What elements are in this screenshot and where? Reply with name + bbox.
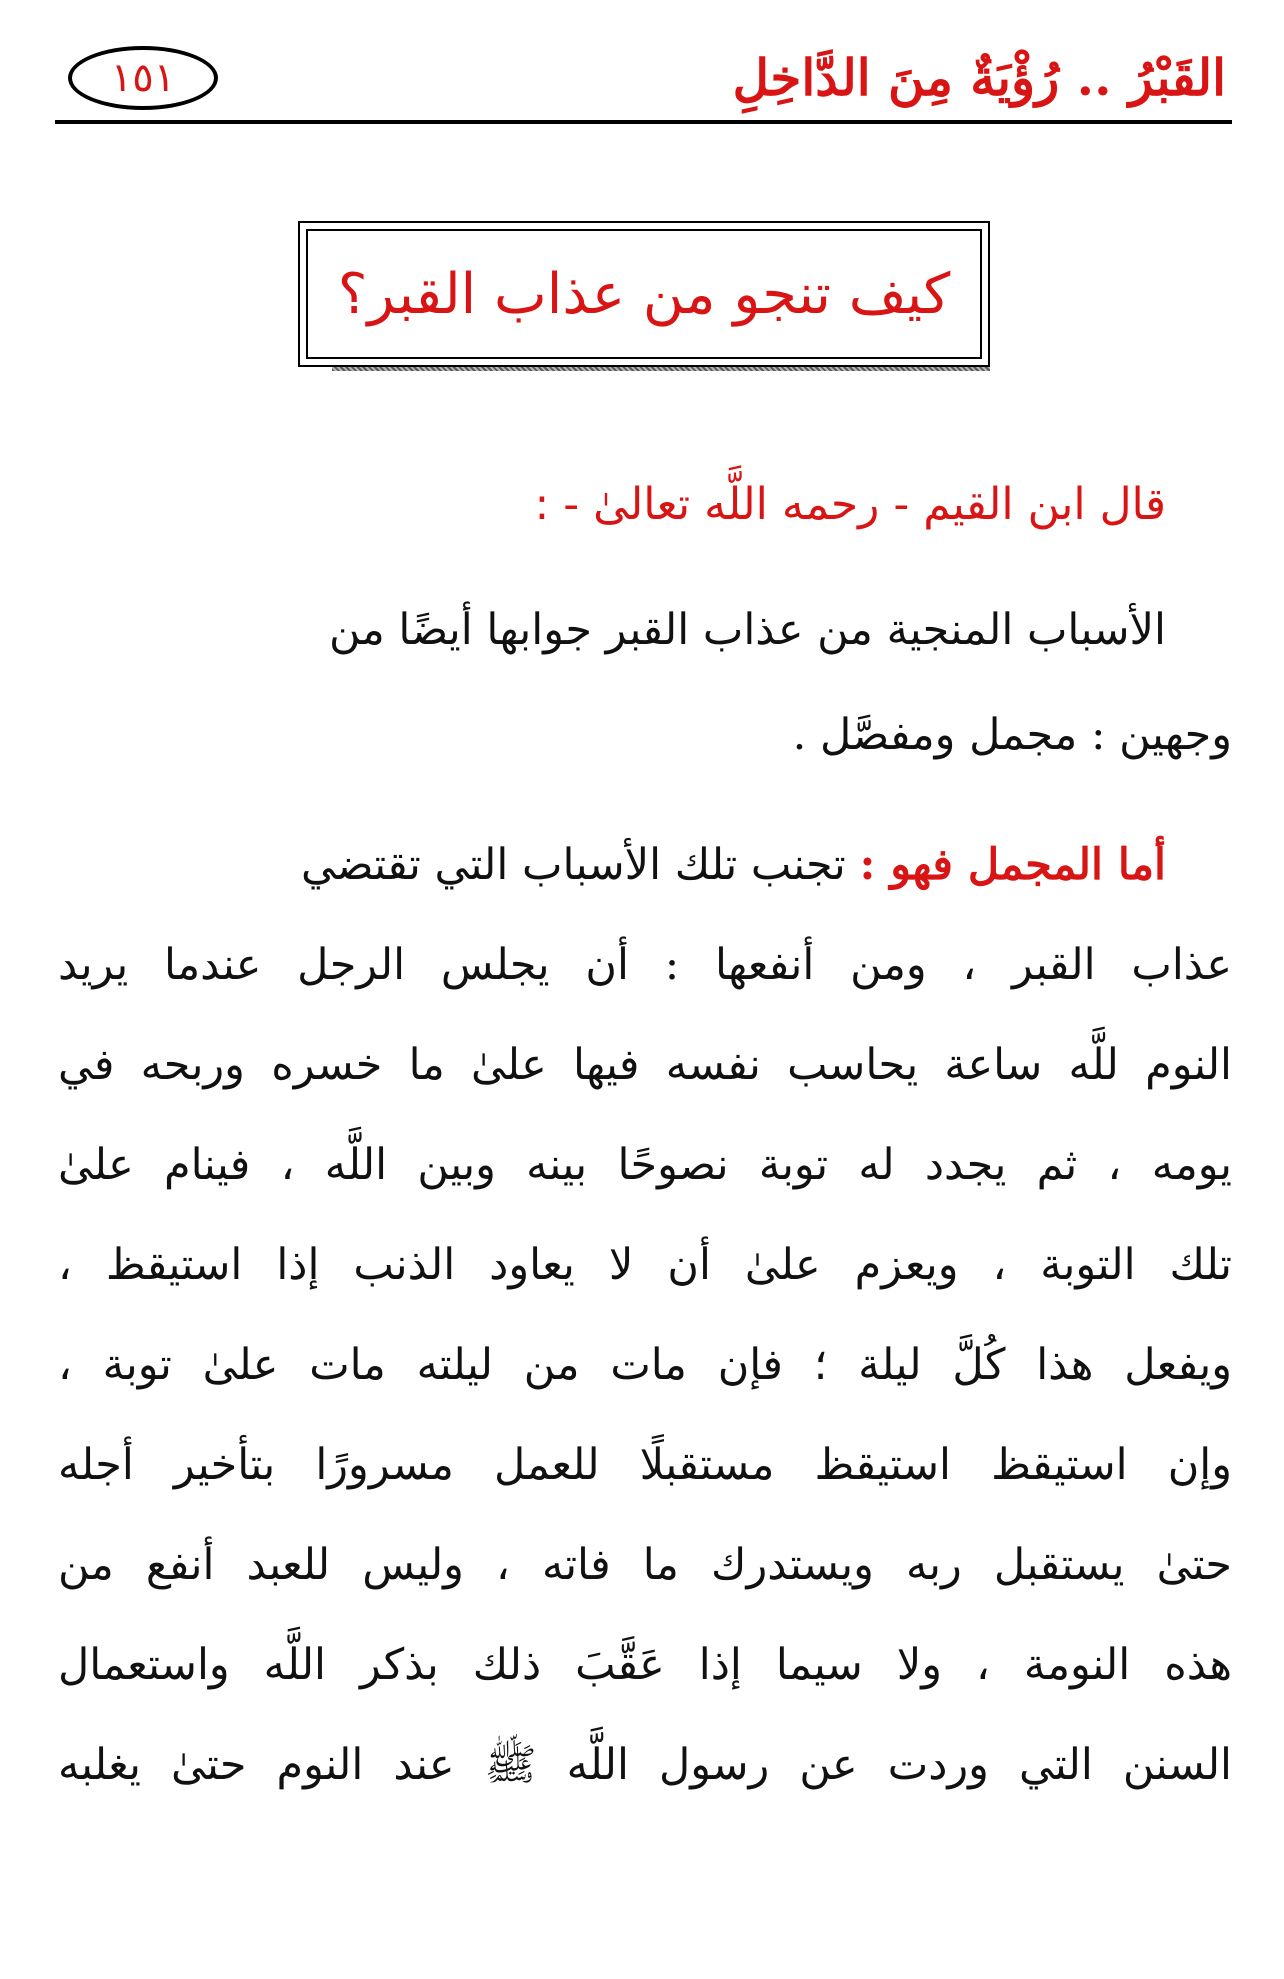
paragraph-line: عذاب القبر ، ومن أنفعها : أن يجلس الرجل عندما يريد (58, 940, 1232, 990)
paragraph-line: الأسباب المنجية من عذاب القبر جوابها أيضًا من (328, 605, 1166, 655)
title-box-frame (298, 221, 990, 367)
paragraph-lead-label: أما المجمل فهو : (859, 840, 1166, 890)
paragraph-line-text: تجنب تلك الأسباب التي تقتضي (300, 840, 860, 890)
paragraph-line: تلك التوبة ، ويعزم علىٰ أن لا يعاود الذنب إذا استيقظ ، (58, 1240, 1232, 1290)
paragraph-line: حتىٰ يستقبل ربه ويستدرك ما فاته ، وليس للعبد أنفع من (58, 1540, 1232, 1590)
paragraph-line: يومه ، ثم يجدد له توبة نصوحًا بينه وبين اللَّه ، فينام علىٰ (58, 1140, 1232, 1190)
paragraph-line: السنن التي وردت عن رسول اللَّه ﷺ عند النوم حتىٰ يغلبه (58, 1740, 1232, 1790)
running-title: القَبْرُ .. رُؤْيَةٌ مِنَ الدَّاخِلِ (732, 48, 1226, 107)
page-header (55, 38, 1232, 124)
paragraph-line: هذه النومة ، ولا سيما إذا عَقَّبَ ذلك بذكر اللَّه واستعمال (58, 1640, 1232, 1690)
paragraph-line: وإن استيقظ استيقظ مستقبلًا للعمل مسرورًا بتأخير أجله (58, 1440, 1232, 1490)
chapter-title: كيف تنجو من عذاب القبر؟ (306, 229, 982, 359)
page-number: ١٥١ (68, 46, 218, 110)
paragraph-line: وجهين : مجمل ومفصَّل . (792, 710, 1232, 760)
chapter-title-box (298, 221, 998, 377)
paragraph-line (58, 830, 1166, 900)
paragraph-line: ويفعل هذا كُلَّ ليلة ؛ فإن مات من ليلته مات علىٰ توبة ، (58, 1340, 1232, 1390)
quote-attribution-heading: قال ابن القيم - رحمه اللَّه تعالىٰ - : (534, 479, 1166, 530)
paragraph-line: النوم للَّه ساعة يحاسب نفسه فيها علىٰ ما خسره وربحه في (58, 1040, 1232, 1090)
header-rule (55, 120, 1232, 124)
